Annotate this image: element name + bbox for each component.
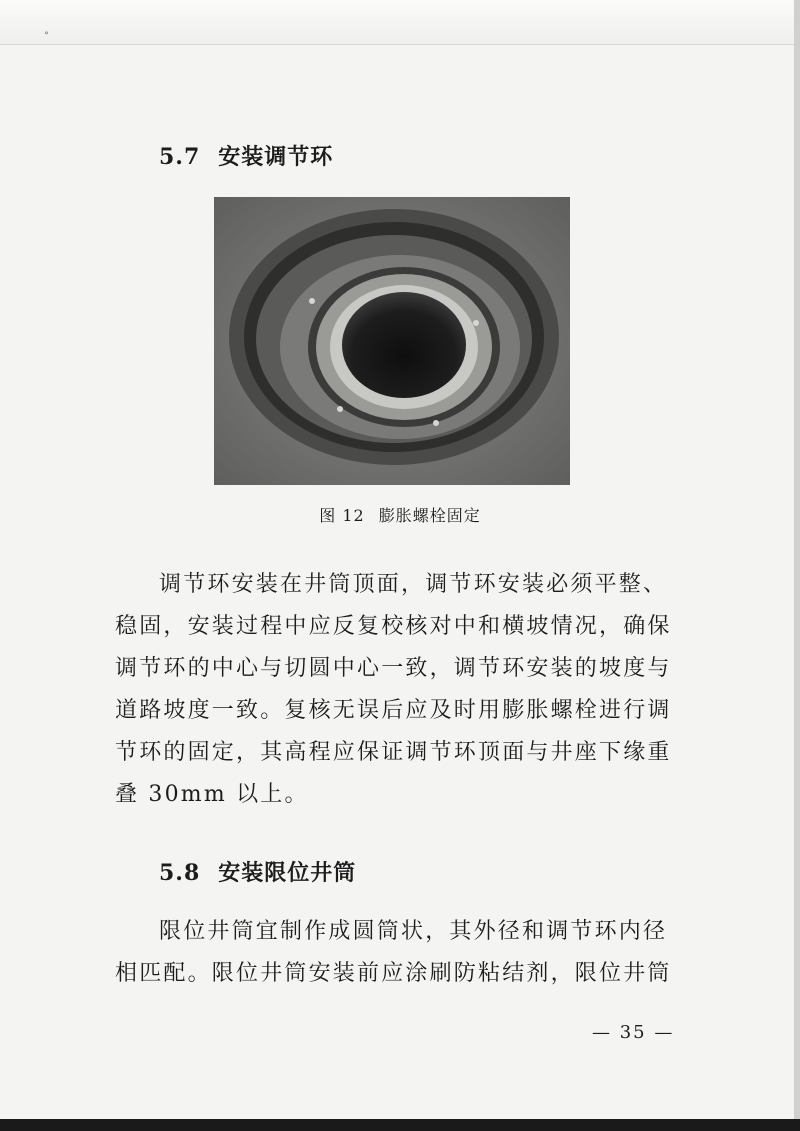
manhole-photo-icon: [214, 197, 570, 485]
section-number: 5.8: [159, 860, 201, 886]
scan-mark-icon: ∘: [44, 28, 49, 39]
paragraph-limit-shaft: 限位井筒宜制作成圆筒状，其外径和调节环内径相匹配。限位井筒安装前应涂刷防粘结剂，限位井筒: [115, 919, 672, 986]
section-heading-5-7: [159, 140, 333, 171]
page-right-edge: [794, 0, 800, 1131]
figure-caption: [0, 503, 800, 526]
page-bottom-edge: [0, 1119, 800, 1131]
figure-label: 图 12: [319, 506, 365, 525]
section-number: 5.7: [159, 144, 201, 170]
section-heading-5-8: [159, 856, 356, 887]
section-title: 安装限位井筒: [218, 860, 357, 886]
section-title: 安装调节环: [218, 144, 334, 170]
page-top-edge: [0, 0, 800, 45]
page-number: — 35 —: [592, 1022, 675, 1043]
paragraph-adjustment-ring: 调节环安装在井筒顶面，调节环安装必须平整、稳固，安装过程中应反复校核对中和横坡情况，确保调节环的中心与切圆中心一致，调节环安装的坡度与道路坡度一致。复核无误后应及时用膨胀螺栓进行调节环的固定，其高程应保证调节环顶面与井座下缘重叠 30mm 以上。: [115, 572, 672, 807]
figure-caption-text: 膨胀螺栓固定: [378, 506, 481, 525]
